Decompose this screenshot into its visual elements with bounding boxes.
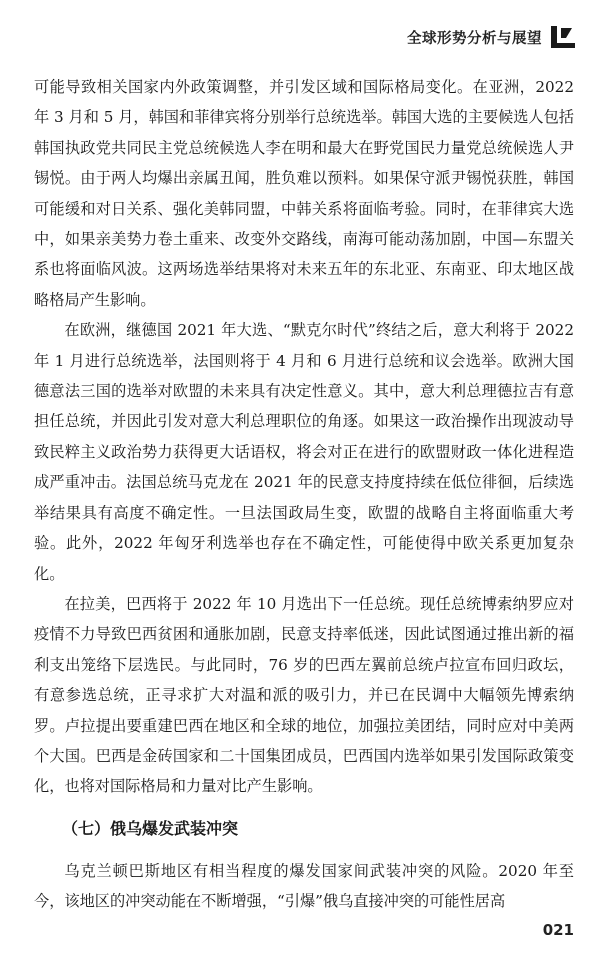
section-logo-icon bbox=[548, 24, 578, 50]
paragraph-latin-america: 在拉美，巴西将于 2022 年 10 月选出下一任总统。现任总统博索纳罗应对疫情不力导致巴西贫困和通胀加剧，民意支持率低迷，因此试图通过推出新的福利支出笼络下层选民。与此同时，76 岁的巴西左翼前总统卢拉宣布回归政坛，有意参选总统，正寻求扩大对温和派的吸引力，并已在民调中大幅领先博索纳罗。卢拉提出要重建巴西在地区和全球的地位，加强拉美团结，同时应对中美两个大国。巴西是金砖国家和二十国集团成员，巴西国内选举如果引发国际政策变化，也将对国际格局和力量对比产生影响。 bbox=[34, 594, 574, 796]
running-header bbox=[407, 24, 578, 50]
paragraph-asia: 可能导致相关国家内外政策调整，并引发区域和国际格局变化。在亚洲，2022 年 3 月和 5 月，韩国和菲律宾将分别举行总统选举。韩国大选的主要候选人包括韩国执政党共同民主党总统候选人李在明和最大在野党国民力量党总统候选人尹锡悦。由于两人均爆出亲属丑闻，胜负难以预料。如果保守派尹锡悦获胜，韩国可能缓和对日关系、强化美韩同盟，中韩关系将面临考验。同时，在菲律宾大选中，如果亲美势力卷土重来、改变外交路线，南海可能动荡加剧，中国—东盟关系也将面临风波。这两场选举结果将对未来五年的东北亚、东南亚、印太地区战略格局产生影响。 bbox=[34, 78, 574, 309]
body-text bbox=[34, 72, 574, 917]
section-heading: （七）俄乌爆发武装冲突 bbox=[62, 818, 239, 838]
paragraph-ukraine: 乌克兰顿巴斯地区有相当程度的爆发国家间武装冲突的风险。2020 年至今，该地区的冲突动能在不断增强，“引爆”俄乌直接冲突的可能性居高 bbox=[34, 861, 574, 911]
page-number: 021 bbox=[542, 921, 574, 939]
paragraph-europe: 在欧洲，继德国 2021 年大选、“默克尔时代”终结之后，意大利将于 2022 年 1 月进行总统选举，法国则将于 4 月和 6 月进行总统和议会选举。欧洲大国德意法三国的选举对欧盟的未来具有决定性意义。其中，意大利总理德拉吉有意担任总统，并因此引发对意大利总理职位的角逐。如果这一政治操作出现波动导致民粹主义政治势力获得更大话语权，将会对正在进行的欧盟财政一体化进程造成严重冲击。法国总统马克龙在 2021 年的民意支持度持续在低位徘徊，后续选举结果具有高度不确定性。一旦法国政局生变，欧盟的战略自主将面临重大考验。此外，2022 年匈牙利选举也存在不确定性，可能使得中欧关系更加复杂化。 bbox=[34, 321, 574, 583]
running-header-title: 全球形势分析与展望 bbox=[407, 30, 542, 47]
